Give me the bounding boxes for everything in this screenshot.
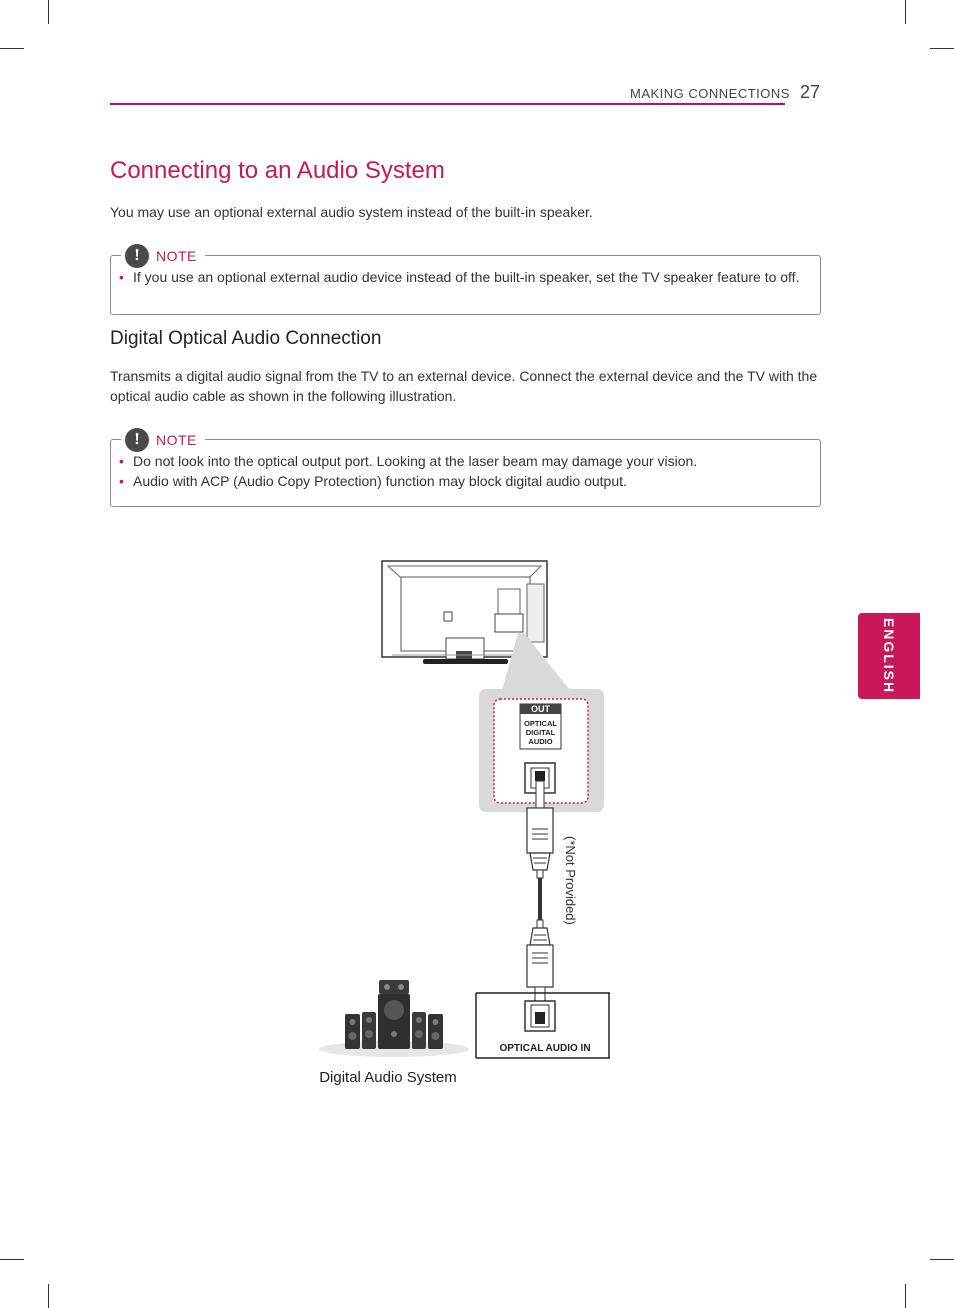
port-name-line: DIGITAL: [525, 728, 556, 737]
running-header: MAKING CONNECTIONS: [630, 86, 790, 101]
optical-cable: [527, 781, 553, 1005]
note-label: NOTE: [156, 432, 197, 448]
speaker-system-illustration: [319, 980, 469, 1057]
page-number: 27: [800, 82, 821, 102]
cable-not-provided-note: (*Not Provided): [563, 836, 578, 925]
page-title: Connecting to an Audio System: [110, 157, 445, 184]
intro-paragraph: You may use an optional external audio system instead of the built-in speaker.: [110, 204, 593, 220]
optical-in-label: OPTICAL AUDIO IN: [499, 1043, 591, 1054]
port-name-line: OPTICAL: [524, 719, 557, 728]
section-title: Digital Optical Audio Connection: [110, 328, 382, 349]
note-label: NOTE: [156, 248, 197, 264]
note-item: • Do not look into the optical output port. Looking at the laser beam may damage your vision.: [111, 451, 808, 471]
exclamation-icon: !: [125, 428, 149, 452]
exclamation-icon: !: [125, 244, 149, 268]
device-label: Digital Audio System: [319, 1069, 457, 1086]
optical-in-panel: [476, 993, 610, 1058]
note-item: • If you use an optional external audio device instead of the built-in speaker, set the TV speaker feature to off.: [111, 267, 808, 287]
section-paragraph: Transmits a digital audio signal from the TV to an external device. Connect the external device and the TV with the optical audio cable as shown in the following illustration.: [110, 368, 818, 404]
note-item: • Audio with ACP (Audio Copy Protection) function may block digital audio output.: [111, 471, 808, 491]
port-out-label: OUT: [531, 704, 550, 714]
language-tab-label: ENGLISH: [881, 617, 897, 695]
port-name-line: AUDIO: [528, 737, 553, 746]
